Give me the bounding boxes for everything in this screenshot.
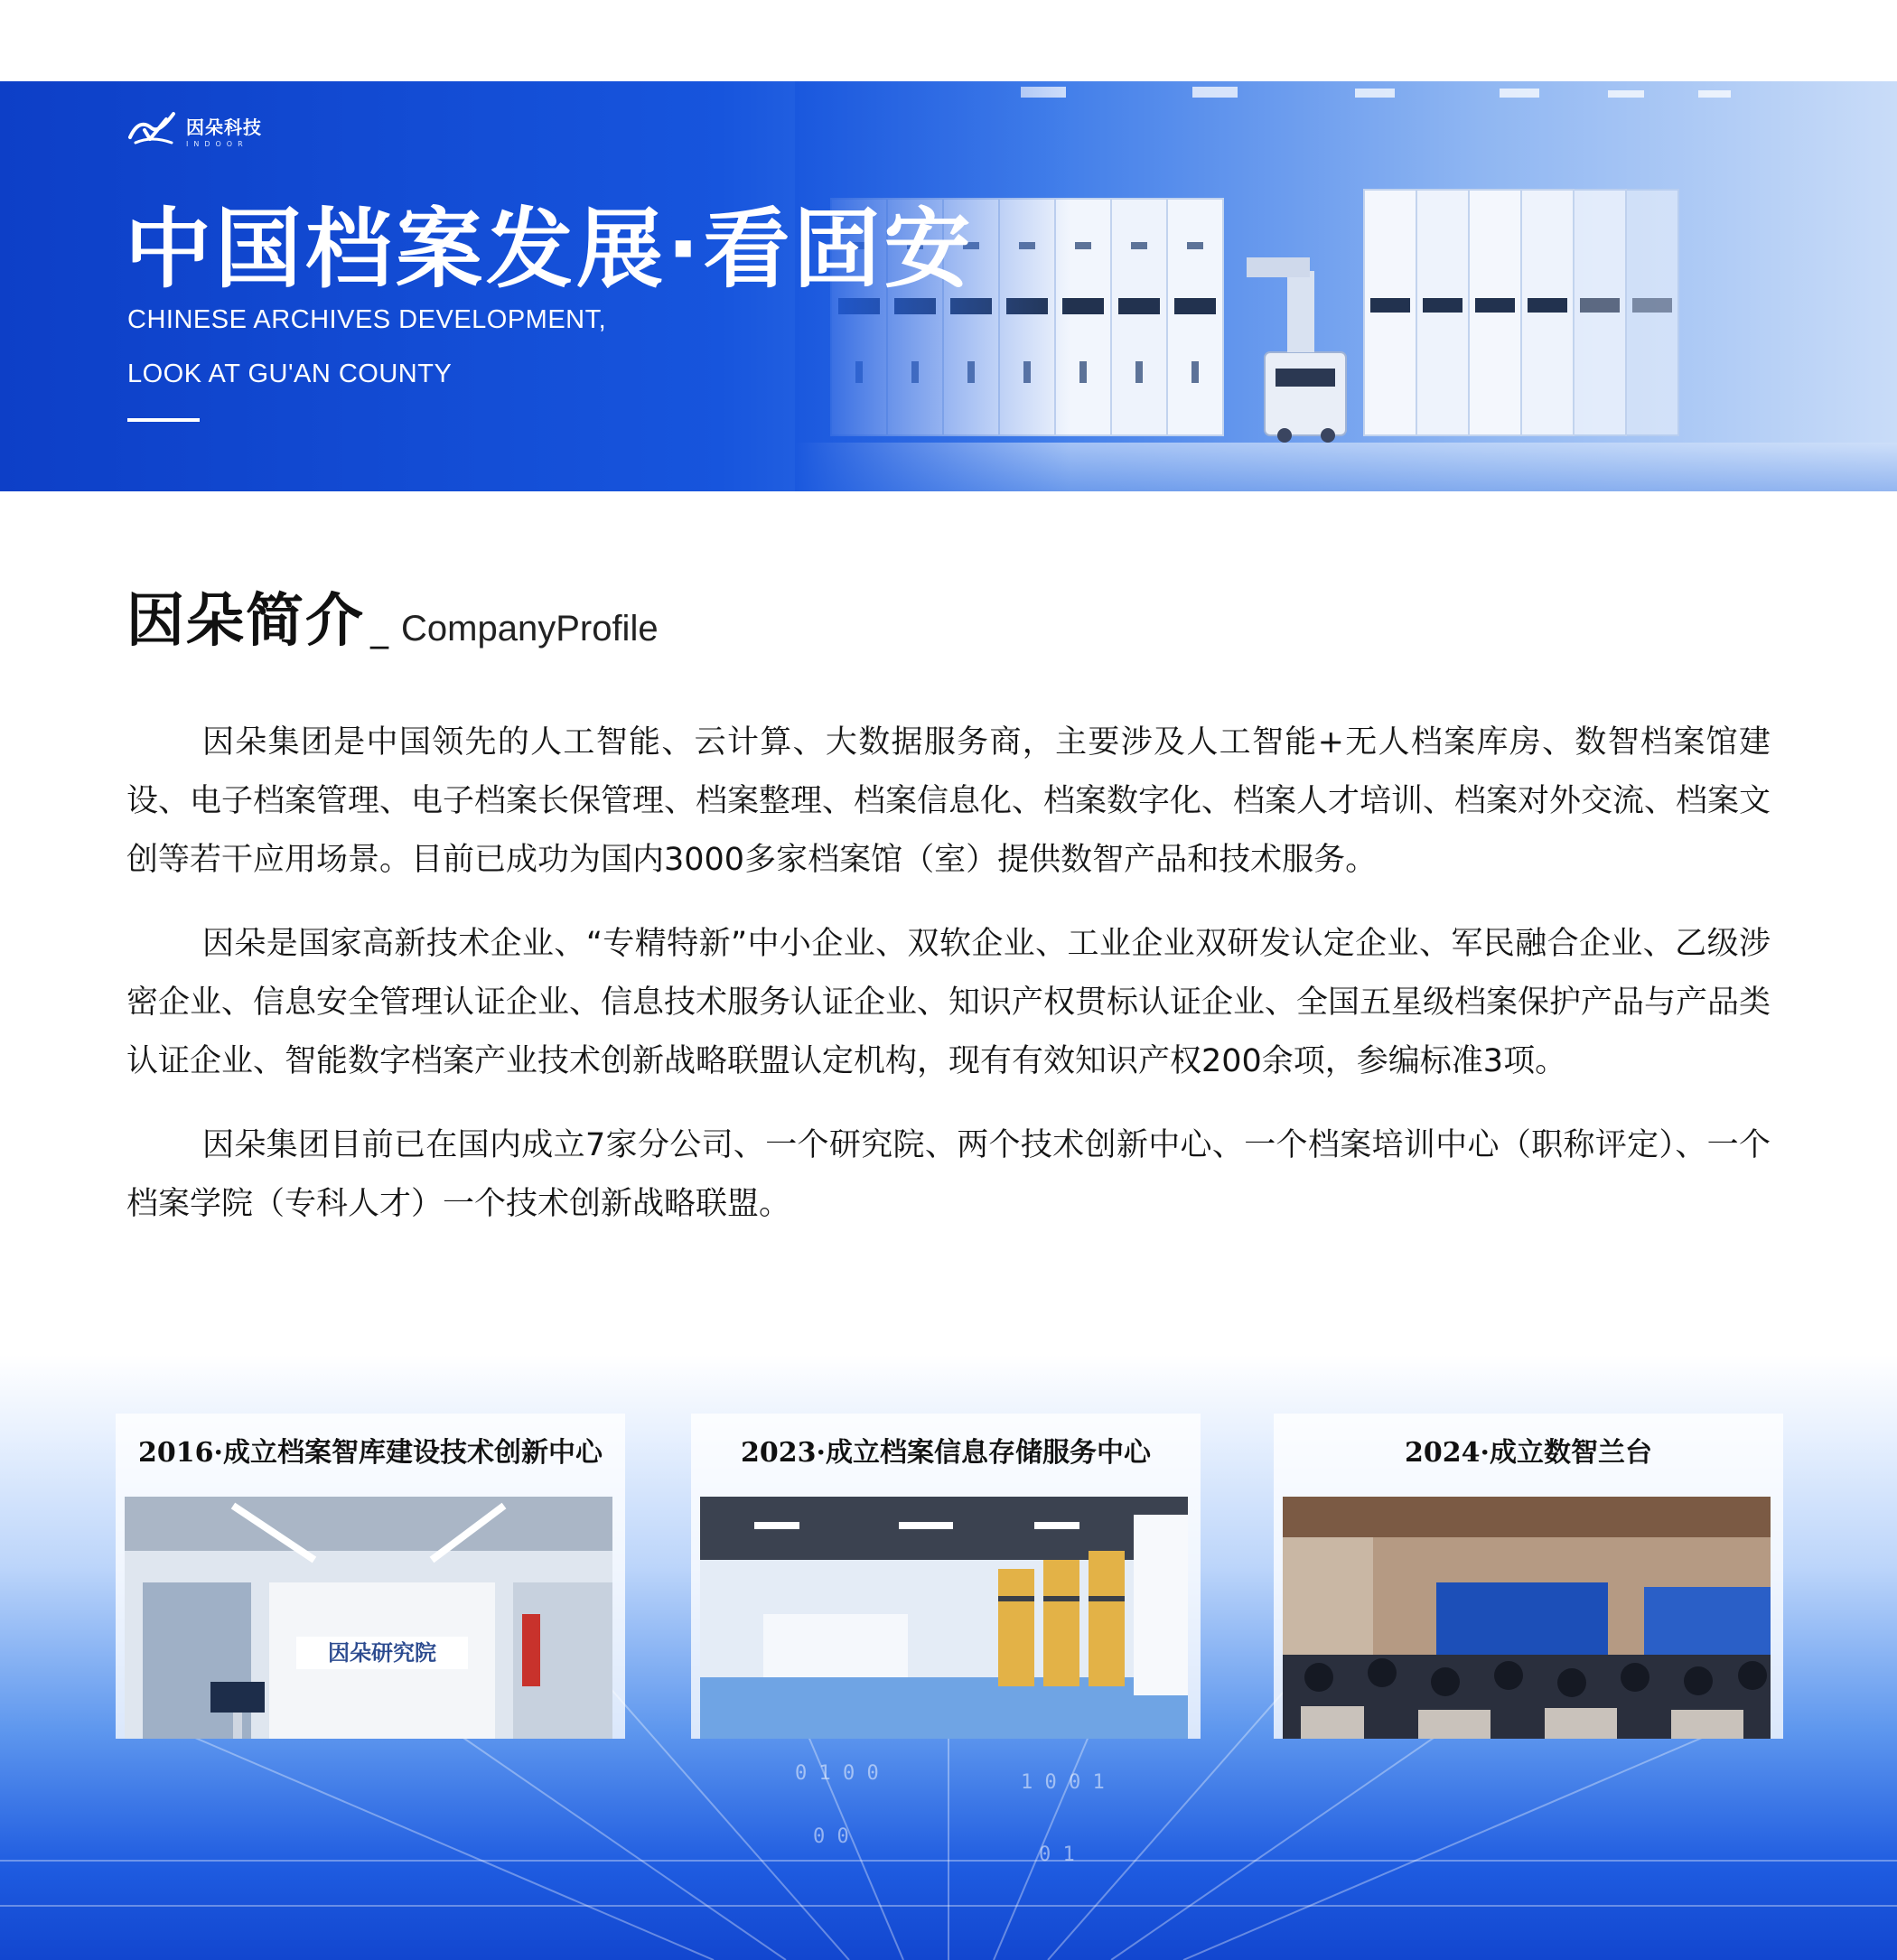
milestone-title: 2024·成立数智兰台 — [1405, 1437, 1652, 1469]
storage-center-photo — [700, 1497, 1188, 1739]
conference-photo — [1283, 1497, 1771, 1739]
profile-title-en: CompanyProfile — [401, 609, 659, 649]
milestone-cards — [116, 1414, 1783, 1739]
brand-name-en: INDOOR — [186, 139, 248, 148]
profile-paragraph: 因朵集团是中国领先的人工智能、云计算、大数据服务商，主要涉及人工智能+无人档案库房、数智档案馆建设、电子档案管理、电子档案长保管理、档案整理、档案信息化、档案数字化、档案人才培训、档案对外交流、档案文创等若干应用场景。目前已成功为国内3000多家档案馆（室）提供数智产品和技术服务。 — [126, 724, 1771, 878]
institute-sign: 因朵研究院 — [328, 1640, 436, 1666]
banner-underline — [127, 418, 200, 422]
profile-body — [126, 714, 1771, 1259]
milestone-card — [116, 1414, 625, 1739]
profile-title-separator: _ — [370, 608, 388, 649]
milestone-card — [1274, 1414, 1783, 1739]
svg-text:0 1 0 0: 0 1 0 0 — [795, 1762, 879, 1785]
svg-text:0 0: 0 0 — [813, 1825, 849, 1848]
profile-paragraph: 因朵是国家高新技术企业、“专精特新”中小企业、双软企业、工业企业双研发认定企业、军民融合企业、乙级涉密企业、信息安全管理认证企业、信息技术服务认证企业、知识产权贯标认证企业、全国五星级档案保护产品与产品类认证企业、智能数字档案产业技术创新战略联盟认定机构，现有有效知识产权200余项，参编标准3项。 — [126, 926, 1771, 1079]
hero-banner — [0, 81, 1897, 491]
svg-text:0 1: 0 1 — [1039, 1843, 1075, 1866]
milestone-card — [691, 1414, 1201, 1739]
profile-paragraph: 因朵集团目前已在国内成立7家分公司、一个研究院、两个技术创新中心、一个档案培训中心（职称评定）、一个档案学院（专科人才）一个技术创新战略联盟。 — [126, 1127, 1771, 1222]
profile-title-cn: 因朵简介 — [126, 588, 365, 655]
milestone-title: 2016·成立档案智库建设技术创新中心 — [138, 1437, 603, 1469]
banner-title: 中国档案发展·看固安 — [125, 199, 975, 300]
milestone-title: 2023·成立档案信息存储服务中心 — [741, 1437, 1151, 1469]
research-institute-photo — [125, 1497, 612, 1739]
profile-heading — [126, 574, 659, 658]
brand-logo — [126, 108, 262, 152]
brand-logo-icon — [126, 110, 177, 150]
banner-subtitle-line1: CHINESE ARCHIVES DEVELOPMENT, — [127, 305, 607, 334]
banner-subtitle-line2: LOOK AT GU'AN COUNTY — [127, 359, 453, 388]
svg-text:1 0 0 1: 1 0 0 1 — [1021, 1771, 1105, 1794]
brand-name: 因朵科技 — [186, 116, 262, 138]
